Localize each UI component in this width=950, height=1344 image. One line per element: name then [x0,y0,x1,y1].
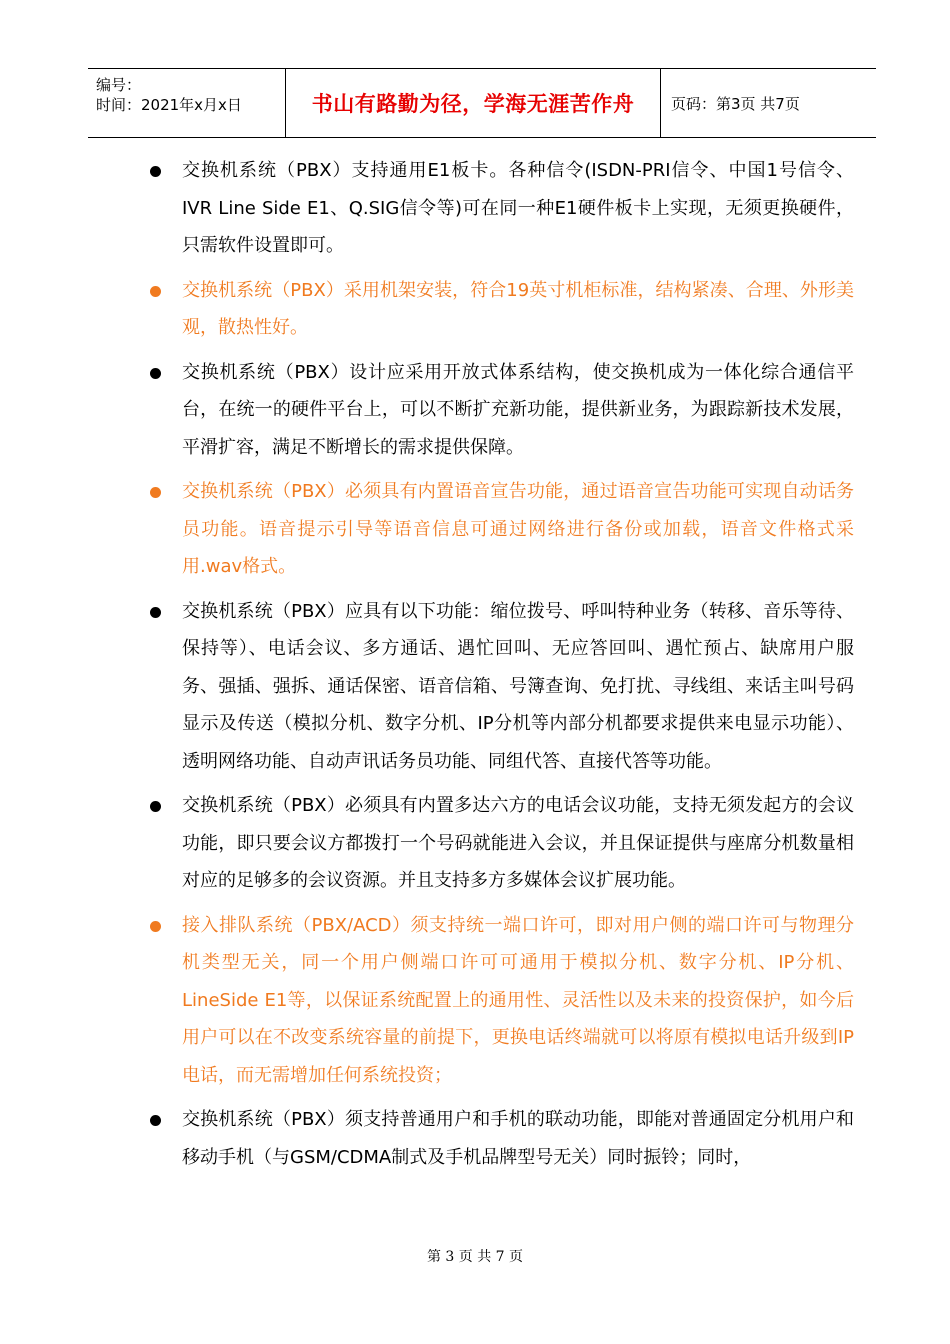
list-item [146,907,854,1095]
page-footer: 第 3 页 共 7 页 [426,1249,524,1265]
list-item [146,593,854,781]
list-item [146,354,854,467]
item-text: 交换机系统（PBX）须支持普通用户和手机的联动功能，即能对普通固定分机用户和移动手机（与GSM/CDMA制式及手机品牌型号无关）同时振铃；同时， [182,1109,854,1168]
list-item [146,787,854,900]
list-item [146,473,854,586]
header-motto: 书山有路勤为径，学海无涯苦作舟 [286,69,661,137]
list-item [146,272,854,347]
document-body [146,152,854,1183]
page-header [88,68,876,138]
time-label: 时间：2021年x月x日 [96,96,242,114]
list-item [146,1101,854,1176]
item-text: 交换机系统（PBX）应具有以下功能：缩位拨号、呼叫特种业务（转移、音乐等待、保持等）、电话会议、多方通话、遇忙回叫、无应答回叫、遇忙预占、缺席用户服务、强插、强拆、通话保密、语音信箱、号簿查询、免打扰、寻线组、来话主叫号码显示及传送（模拟分机、数字分机、IP分机等内部分机都要求提供来电显示功能）、透明网络功能、自动声讯话务员功能、同组代答、直接代答等功能。 [182,600,854,772]
bullet-icon [150,286,161,297]
item-text: 交换机系统（PBX）必须具有内置多达六方的电话会议功能，支持无须发起方的会议功能，即只要会议方都拨打一个号码就能进入会议，并且保证提供与座席分机数量相对应的足够多的会议资源。并且支持多方多媒体会议扩展功能。 [182,795,854,891]
header-meta [88,69,286,137]
header-page-info: 页码：第3页 共7页 [671,94,800,113]
item-text: 交换机系统（PBX）采用机架安装，符合19英寸机柜标准，结构紧凑、合理、外形美观，散热性好。 [182,279,854,338]
number-label: 编号： [96,76,142,94]
item-text: 交换机系统（PBX）设计应采用开放式体系结构，使交换机成为一体化综合通信平台，在统一的硬件平台上，可以不断扩充新功能，提供新业务，为跟踪新技术发展，平滑扩容，满足不断增长的需求提供保障。 [182,361,854,458]
bullet-icon [150,487,161,498]
bullet-icon [150,801,161,812]
item-text: 交换机系统（PBX）必须具有内置语音宣告功能，通过语音宣告功能可实现自动话务员功能。语音提示引导等语音信息可通过网络进行备份或加载，语音文件格式采用.wav格式。 [182,481,854,577]
bullet-icon [150,921,161,932]
list-item [146,152,854,265]
item-text: 接入排队系统（PBX/ACD）须支持统一端口许可，即对用户侧的端口许可与物理分机类型无关，同一个用户侧端口许可可通用于模拟分机、数字分机、IP分机、LineSide E1等，以保证系统配置上的通用性、灵活性以及未来的投资保护，如今后用户可以在不改变系统容量的前提下，更换电话终端就可以将原有模拟电话升级到IP电话，而无需增加任何系统投资； [182,914,854,1086]
bullet-icon [150,1115,161,1126]
bullet-icon [150,166,161,177]
item-text: 交换机系统（PBX）支持通用E1板卡。各种信令(ISDN-PRI信令、中国1号信令、IVR Line Side E1、Q.SIG信令等)可在同一种E1硬件板卡上实现，无须更换硬件，只需软件设置即可。 [182,160,854,256]
bullet-icon [150,368,161,379]
bullet-icon [150,607,161,618]
